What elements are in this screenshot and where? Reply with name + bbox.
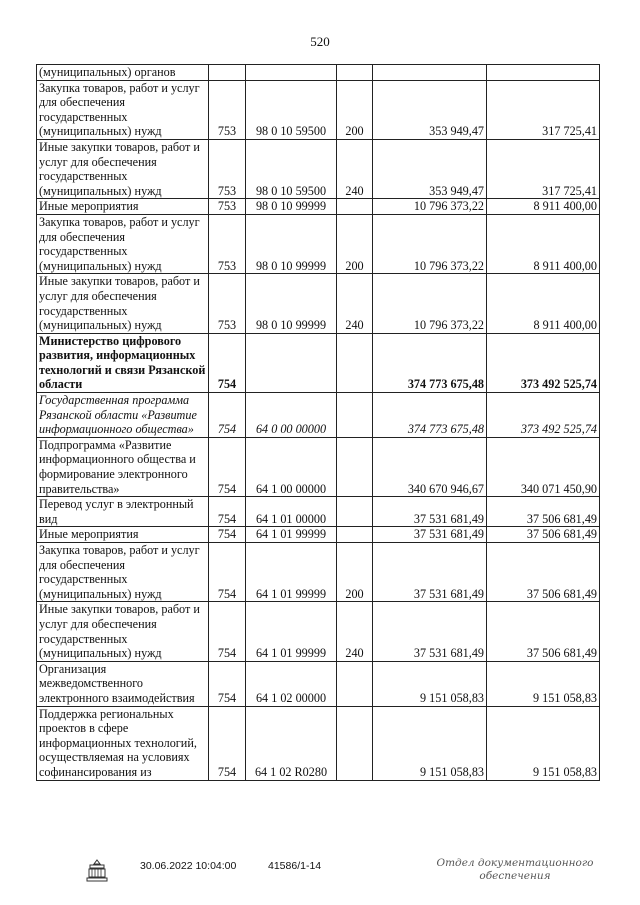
cell-target-article: 64 1 01 99999 — [246, 527, 337, 543]
cell-expense-type — [337, 497, 373, 527]
cell-name: Министерство цифрового развития, информационных технологий и связи Рязанской области — [37, 333, 209, 392]
cell-name: Иные закупки товаров, работ и услуг для обеспечения государственных (муниципальных) нужд — [37, 602, 209, 661]
footer-doc-number: 41586/1-14 — [268, 860, 322, 872]
cell-name: Иные закупки товаров, работ и услуг для обеспечения государственных (муниципальных) нужд — [37, 139, 209, 198]
cell-target-article: 64 1 01 99999 — [246, 602, 337, 661]
cell-amount-2: 37 506 681,49 — [487, 543, 600, 602]
cell-target-article: 64 1 01 00000 — [246, 497, 337, 527]
cell-expense-type — [337, 393, 373, 438]
cell-amount-1: 374 773 675,48 — [373, 333, 487, 392]
cell-amount-1: 10 796 373,22 — [373, 199, 487, 215]
cell-amount-1: 9 151 058,83 — [373, 706, 487, 780]
table-row — [37, 497, 600, 527]
cell-name: Государственная программа Рязанской области «Развитие информационного общества» — [37, 393, 209, 438]
cell-amount-2: 9 151 058,83 — [487, 661, 600, 706]
cell-amount-2: 8 911 400,00 — [487, 214, 600, 273]
cell-department-code — [209, 65, 246, 81]
cell-expense-type: 200 — [337, 80, 373, 139]
table-row — [37, 333, 600, 392]
cell-expense-type: 240 — [337, 139, 373, 198]
cell-amount-2: 340 071 450,90 — [487, 437, 600, 496]
cell-target-article: 98 0 10 99999 — [246, 214, 337, 273]
table-row — [37, 543, 600, 602]
table-row — [37, 602, 600, 661]
cell-target-article: 64 0 00 00000 — [246, 393, 337, 438]
cell-amount-1: 37 531 681,49 — [373, 497, 487, 527]
cell-amount-1: 353 949,47 — [373, 80, 487, 139]
cell-department-code: 754 — [209, 393, 246, 438]
cell-name: Поддержка региональных проектов в сфере информационных технологий, осуществляемая на условиях софинансирования из — [37, 706, 209, 780]
cell-department-code: 753 — [209, 274, 246, 333]
cell-expense-type — [337, 527, 373, 543]
cell-amount-1: 10 796 373,22 — [373, 214, 487, 273]
cell-amount-2: 373 492 525,74 — [487, 393, 600, 438]
cell-expense-type — [337, 199, 373, 215]
cell-target-article: 64 1 01 99999 — [246, 543, 337, 602]
cell-target-article: 98 0 10 99999 — [246, 274, 337, 333]
cell-name: Иные мероприятия — [37, 527, 209, 543]
cell-amount-1: 37 531 681,49 — [373, 602, 487, 661]
cell-department-code: 754 — [209, 333, 246, 392]
cell-expense-type — [337, 65, 373, 81]
cell-amount-2: 317 725,41 — [487, 139, 600, 198]
cell-department-code: 753 — [209, 80, 246, 139]
table-row — [37, 661, 600, 706]
cell-department-code: 754 — [209, 706, 246, 780]
cell-name: Организация межведомственного электронного взаимодействия — [37, 661, 209, 706]
cell-name: Подпрограмма «Развитие информационного общества и формирование электронного правительства» — [37, 437, 209, 496]
cell-amount-1: 353 949,47 — [373, 139, 487, 198]
cell-department-code: 753 — [209, 199, 246, 215]
cell-amount-2: 37 506 681,49 — [487, 497, 600, 527]
cell-expense-type: 240 — [337, 602, 373, 661]
cell-amount-2: 373 492 525,74 — [487, 333, 600, 392]
cell-amount-2: 317 725,41 — [487, 80, 600, 139]
cell-department-code: 754 — [209, 543, 246, 602]
cell-name: Иные закупки товаров, работ и услуг для обеспечения государственных (муниципальных) нужд — [37, 274, 209, 333]
cell-department-code: 753 — [209, 139, 246, 198]
table-row — [37, 214, 600, 273]
cell-expense-type: 200 — [337, 214, 373, 273]
cell-name: Закупка товаров, работ и услуг для обеспечения государственных (муниципальных) нужд — [37, 543, 209, 602]
table-row — [37, 527, 600, 543]
table-row — [37, 393, 600, 438]
cell-expense-type: 240 — [337, 274, 373, 333]
cell-department-code: 754 — [209, 527, 246, 543]
cell-expense-type — [337, 661, 373, 706]
cell-target-article — [246, 333, 337, 392]
cell-name: Закупка товаров, работ и услуг для обеспечения государственных (муниципальных) нужд — [37, 214, 209, 273]
cell-department-code: 753 — [209, 214, 246, 273]
table-row — [37, 274, 600, 333]
table-row — [37, 65, 600, 81]
cell-expense-type — [337, 706, 373, 780]
cell-department-code: 754 — [209, 602, 246, 661]
cell-amount-2 — [487, 65, 600, 81]
table-row — [37, 80, 600, 139]
cell-target-article: 64 1 02 R0280 — [246, 706, 337, 780]
cell-amount-1: 9 151 058,83 — [373, 661, 487, 706]
cell-amount-2: 8 911 400,00 — [487, 274, 600, 333]
footer-timestamp: 30.06.2022 10:04:00 — [140, 860, 237, 872]
cell-name: (муниципальных) органов — [37, 65, 209, 81]
table-row — [37, 139, 600, 198]
cell-target-article: 98 0 10 59500 — [246, 139, 337, 198]
cell-department-code: 754 — [209, 661, 246, 706]
cell-target-article — [246, 65, 337, 81]
stamp-line-1: Отдел документационного — [436, 857, 594, 869]
cell-expense-type — [337, 437, 373, 496]
cell-department-code: 754 — [209, 497, 246, 527]
cell-department-code: 754 — [209, 437, 246, 496]
cell-target-article: 98 0 10 99999 — [246, 199, 337, 215]
page-number: 520 — [310, 34, 330, 49]
cell-target-article: 98 0 10 59500 — [246, 80, 337, 139]
budget-table-body — [37, 65, 600, 781]
table-row — [37, 437, 600, 496]
cell-amount-1: 340 670 946,67 — [373, 437, 487, 496]
cell-name: Иные мероприятия — [37, 199, 209, 215]
cell-amount-1 — [373, 65, 487, 81]
stamp-line-2: обеспечения — [479, 870, 551, 882]
department-stamp — [430, 857, 600, 883]
cell-amount-2: 8 911 400,00 — [487, 199, 600, 215]
cell-amount-2: 37 506 681,49 — [487, 602, 600, 661]
cell-target-article: 64 1 00 00000 — [246, 437, 337, 496]
cell-amount-2: 37 506 681,49 — [487, 527, 600, 543]
cell-amount-2: 9 151 058,83 — [487, 706, 600, 780]
cell-name: Перевод услуг в электронный вид — [37, 497, 209, 527]
emblem-icon — [84, 858, 110, 884]
cell-target-article: 64 1 02 00000 — [246, 661, 337, 706]
cell-amount-1: 37 531 681,49 — [373, 527, 487, 543]
table-row — [37, 706, 600, 780]
cell-amount-1: 374 773 675,48 — [373, 393, 487, 438]
budget-table — [36, 64, 600, 781]
cell-expense-type — [337, 333, 373, 392]
cell-amount-1: 10 796 373,22 — [373, 274, 487, 333]
cell-amount-1: 37 531 681,49 — [373, 543, 487, 602]
cell-expense-type: 200 — [337, 543, 373, 602]
table-row — [37, 199, 600, 215]
cell-name: Закупка товаров, работ и услуг для обеспечения государственных (муниципальных) нужд — [37, 80, 209, 139]
